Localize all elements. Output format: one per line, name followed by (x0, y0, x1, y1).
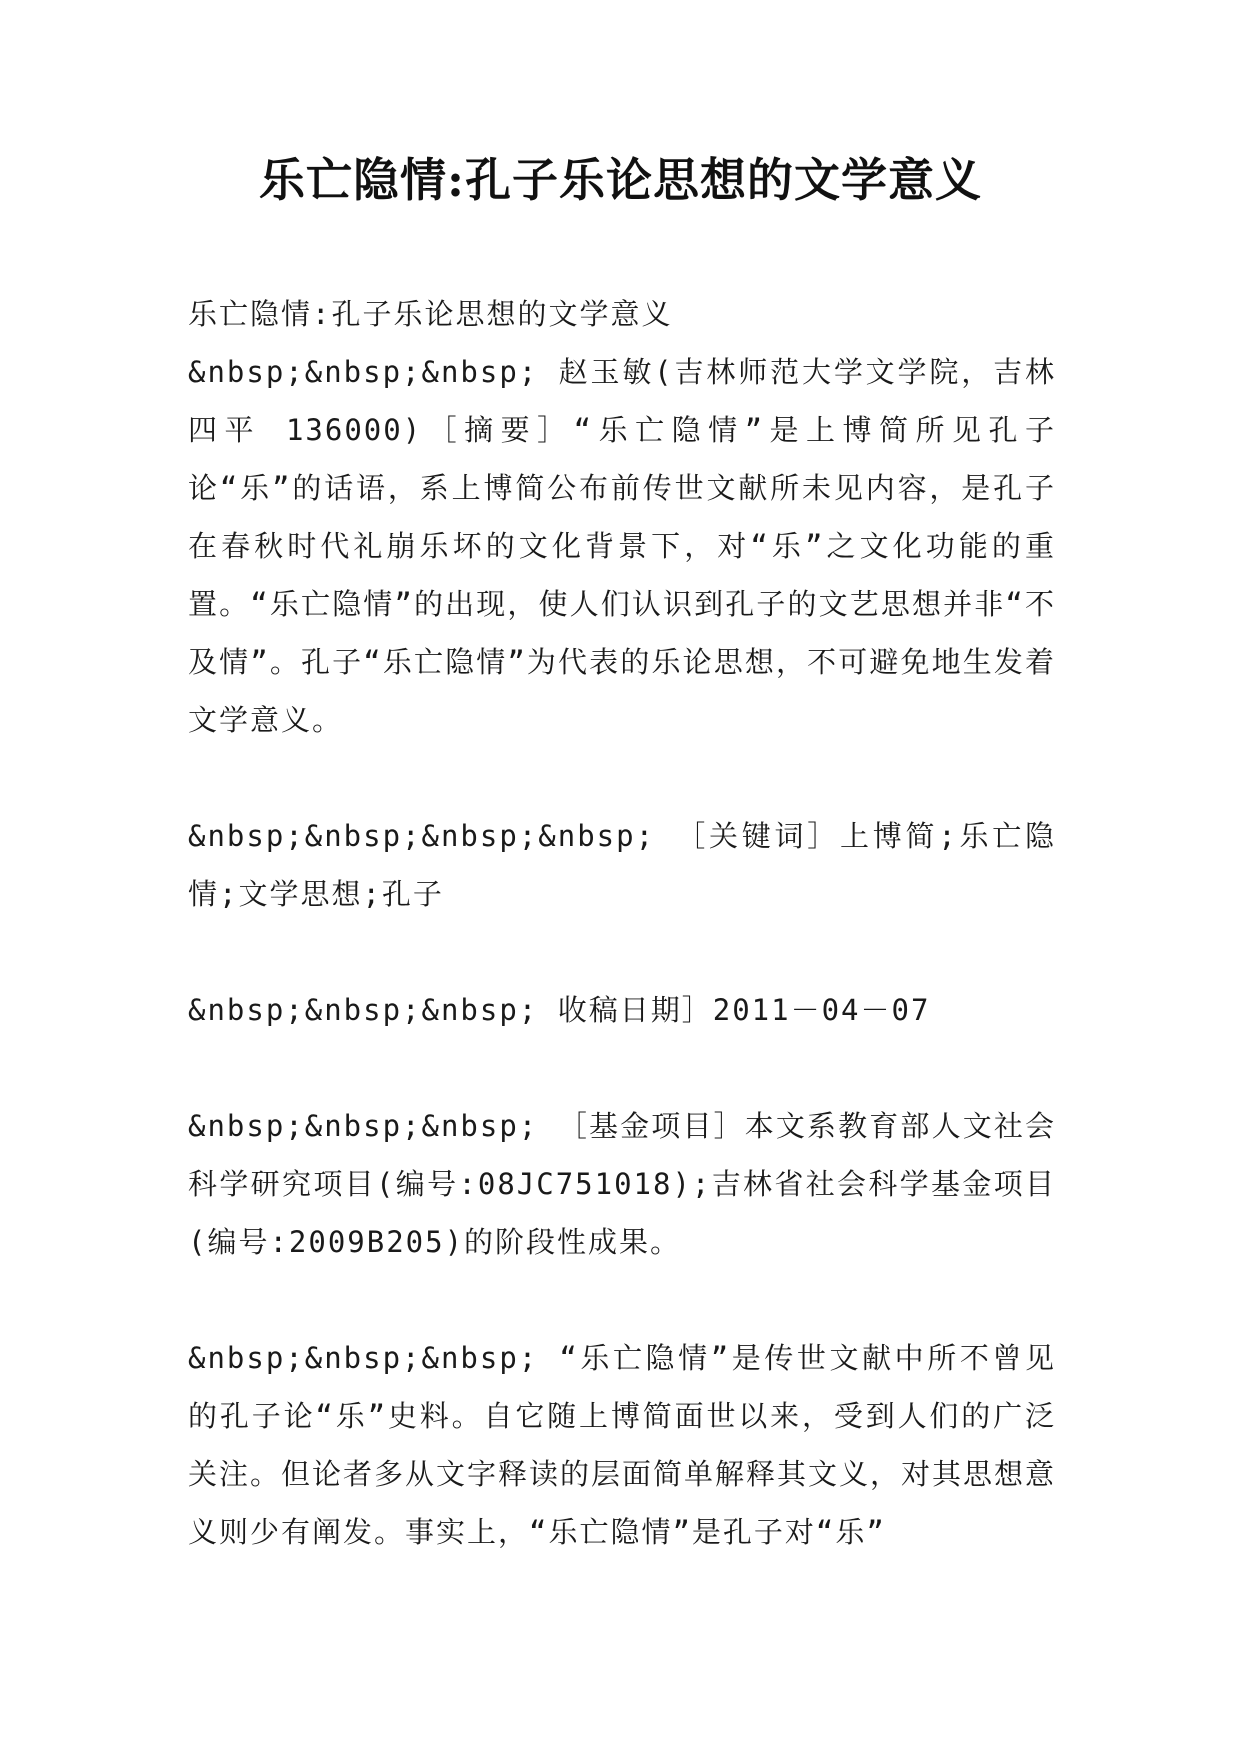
page-title: 乐亡隐情:孔子乐论思想的文学意义 (259, 153, 982, 207)
author-abstract-paragraph: &nbsp;&nbsp;&nbsp; 赵玉敏(吉林师范大学文学院，吉林四平 136000)［摘要］“乐亡隐情”是上博简所见孔子论“乐”的话语，系上博简公布前传世文献所未见内容，是孔子在春秋时代礼崩乐坏的文化背景下，对“乐”之文化功能的重置。“乐亡隐情”的出现，使人们认识到孔子的文艺思想并非“不及情”。孔子“乐亡隐情”为代表的乐论思想，不可避免地生发着文学意义。 (188, 355, 1056, 737)
article-body (188, 285, 1056, 1561)
funding-paragraph: &nbsp;&nbsp;&nbsp; ［基金项目］本文系教育部人文社会科学研究项目(编号:08JC751018);吉林省社会科学基金项目(编号:2009B205)的阶段性成果。 (188, 1109, 1056, 1259)
body-paragraph: &nbsp;&nbsp;&nbsp; “乐亡隐情”是传世文献中所不曾见的孔子论“乐”史料。自它随上博简面世以来，受到人们的广泛关注。但论者多从文字释读的层面简单解释其文义，对其思想意义则少有阐发。事实上，“乐亡隐情”是孔子对“乐” (188, 1341, 1057, 1549)
received-date-paragraph: &nbsp;&nbsp;&nbsp; 收稿日期］2011－04－07 (188, 993, 931, 1027)
keywords-paragraph: &nbsp;&nbsp;&nbsp;&nbsp; ［关键词］上博简;乐亡隐情;文学思想;孔子 (188, 819, 1056, 911)
subtitle-line: 乐亡隐情:孔子乐论思想的文学意义 (188, 297, 673, 331)
